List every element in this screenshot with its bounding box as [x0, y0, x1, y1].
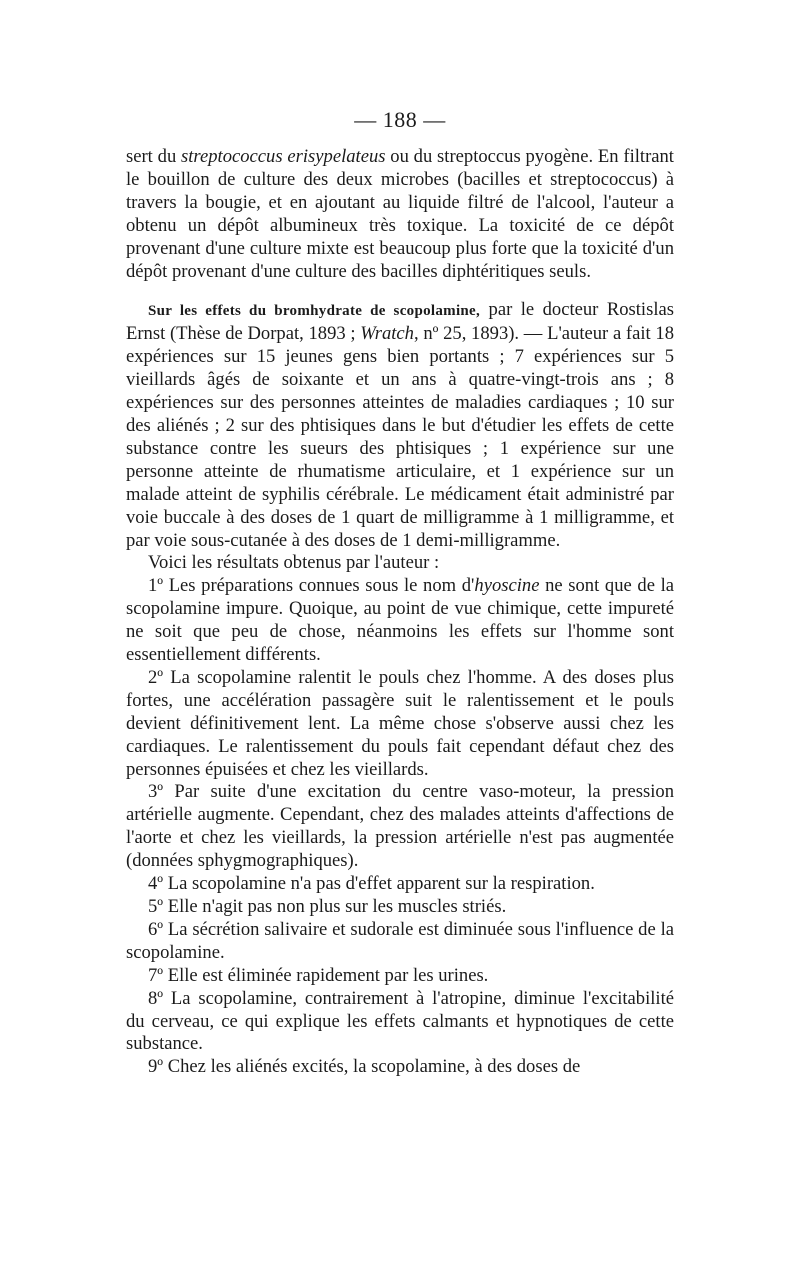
result-item-8: 8º La scopolamine, contrairement à l'atropine, diminue l'excitabilité du cerveau, ce qui explique les effets calmants et hypnotiques de cette substance.	[126, 987, 674, 1055]
journal-name: Wratch	[360, 323, 414, 345]
result-item-2: 2º La scopolamine ralentit le pouls chez l'homme. A des doses plus fortes, une accélération passagère suit le ralentissement et le pouls devient définitivement lent. La même chose s'observe aussi chez les cardiaques. Le ralentissement du pouls fait cependant défaut chez des personnes épuisées et chez les vieillards.	[126, 666, 674, 780]
result-item-3: 3º Par suite d'une excitation du centre vaso-moteur, la pression artérielle augmente. Cependant, chez des malades atteints d'affections de l'aorte et chez les vieillards, la pression artérielle n'est pas augmentée (données sphygmographiques).	[126, 781, 674, 872]
text-run: 1º Les préparations connues sous le nom d'	[148, 575, 475, 597]
paragraph-toxin-culture	[126, 146, 674, 283]
text-run: ou du streptoccus pyogène. En filtrant le bouillon de culture des deux microbes (bacilles et streptococcus) à travers la bougie, et en ajoutant au liquide filtré de l'alcool, l'auteur a obtenu un dépôt albumineux très toxique. La toxicité de ce dépôt provenant d'une culture mixte est beaucoup plus forte que la toxicité d'un dépôt provenant d'une culture des bacilles diphtéritiques seuls.	[126, 146, 674, 282]
species-name: streptococcus erisypelateus	[181, 146, 386, 167]
section-heading: Sur les effets du bromhydrate de scopolamine,	[148, 303, 481, 320]
text-run: par le docteur Rostislas Ernst (Thèse de Dorpat, 1893 ;	[126, 299, 674, 345]
result-item-4: 4º La scopolamine n'a pas d'effet apparent sur la respiration.	[148, 873, 595, 895]
text-run: sert du	[126, 146, 182, 167]
result-item-9: 9º Chez les aliénés excités, la scopolamine, à des doses de	[148, 1056, 581, 1078]
body-text	[126, 146, 674, 1079]
text-run: , nº 25, 1893). — L'auteur a fait 18 expériences sur 15 jeunes gens bien portants ; 7 expériences sur 5 vieillards âgés de soixante et un ans à quatre-vingt-trois ans ; 8 expériences sur des personnes atteintes de maladies cardiaques ; 10 sur des aliénés ; 2 sur des phtisiques dans le but d'étudier les effets de cette substance contre les sueurs des phtisiques ; 1 expérience sur une personne atteinte de rhumatisme articulaire, et 1 expérience sur un malade atteint de syphilis cérébrale. Le médicament était administré par voie buccale à des doses de 1 quart de milligramme à 1 milligramme, et par voie sous-cutanée à des doses de 1 demi-milligramme.	[126, 323, 674, 551]
paragraph-scopolamine-study	[126, 299, 674, 552]
text-run: ne sont que de la scopolamine impure. Quoique, au point de vue chimique, cette impureté ne soit que peu de chose, néanmoins les effets sur l'homme sont essentiellement différents.	[126, 575, 674, 666]
term-hyoscine: hyoscine	[474, 575, 540, 597]
result-item-7: 7º Elle est éliminée rapidement par les urines.	[148, 964, 489, 986]
result-item-6: 6º La sécrétion salivaire et sudorale est diminuée sous l'influence de la scopolamine.	[126, 918, 674, 963]
page-number: — 188 —	[354, 107, 446, 132]
result-item-5: 5º Elle n'agit pas non plus sur les muscles striés.	[148, 896, 507, 917]
result-item-1	[126, 575, 674, 667]
results-intro: Voici les résultats obtenus par l'auteur :	[148, 552, 440, 574]
